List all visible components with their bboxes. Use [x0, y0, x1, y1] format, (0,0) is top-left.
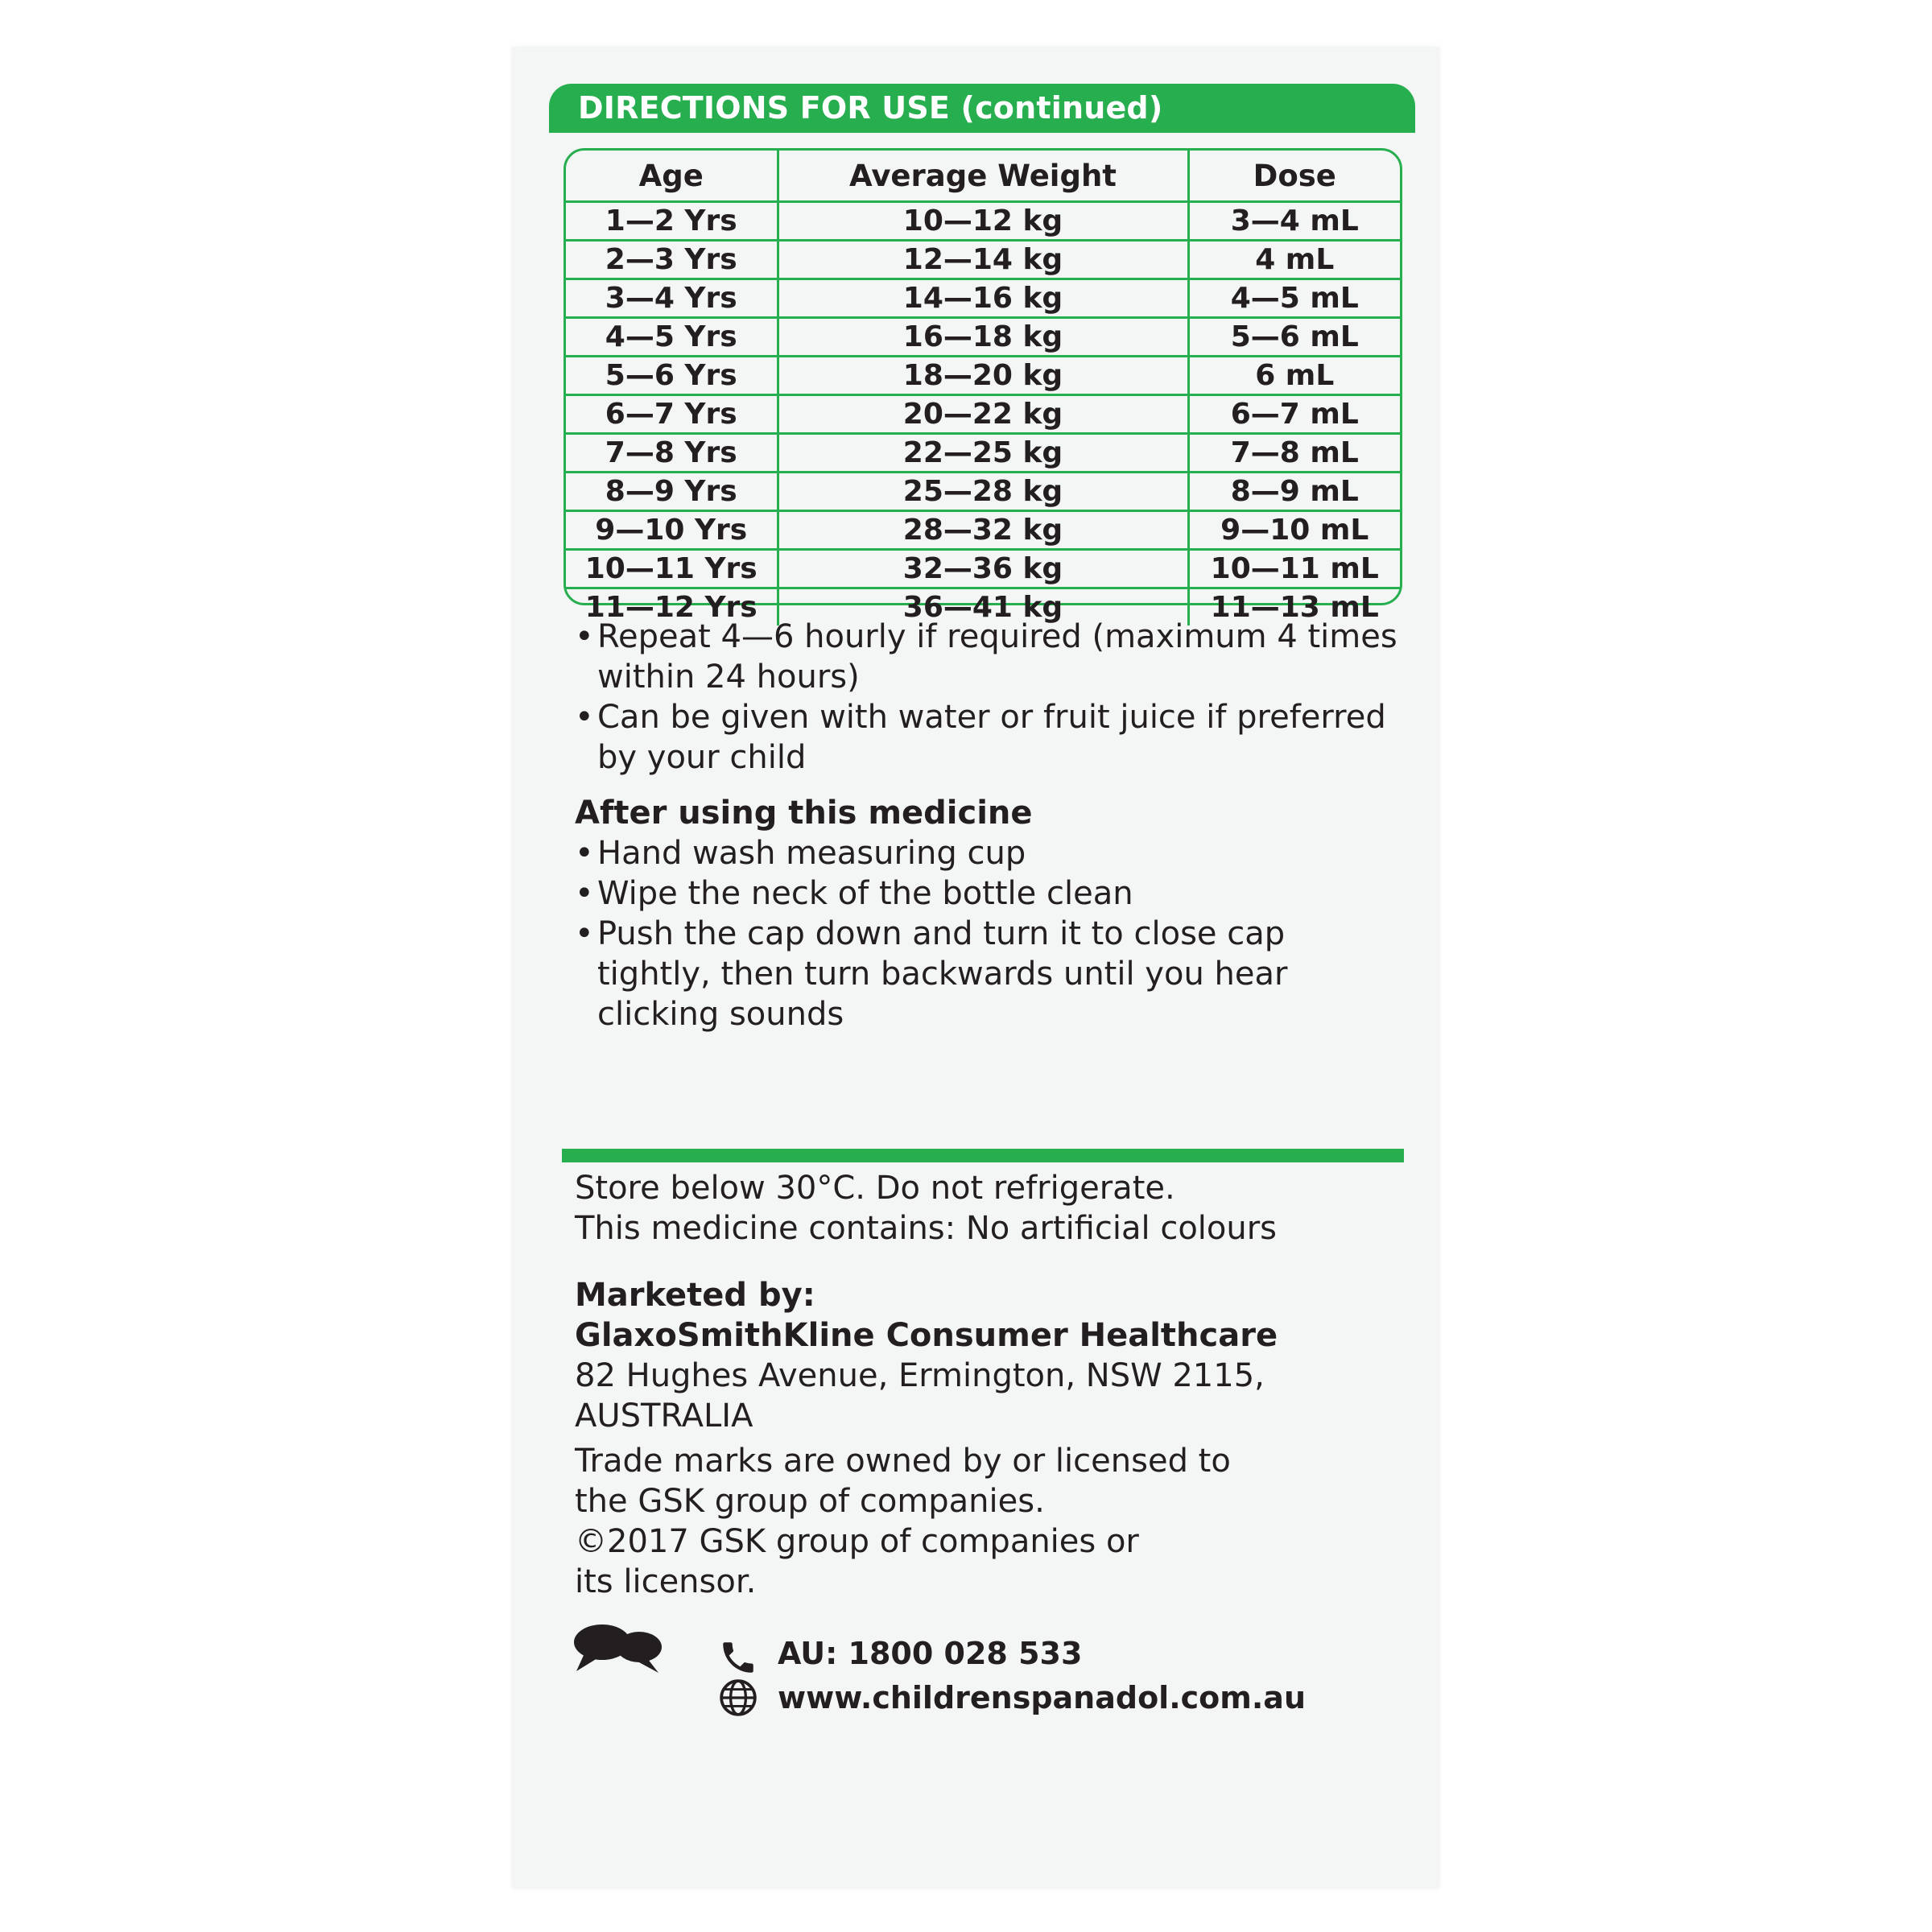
weight-cell: 10—12 kg [778, 202, 1188, 241]
age-cell: 4—5 Yrs [566, 318, 778, 357]
phone-number[interactable]: AU: 1800 028 533 [778, 1636, 1083, 1671]
storage-text [575, 1168, 1277, 1249]
dose-cell: 4 mL [1188, 241, 1400, 279]
table-row [566, 241, 1400, 279]
section-divider [562, 1149, 1404, 1162]
marketer-company: GlaxoSmithKline Consumer Healthcare [575, 1317, 1278, 1354]
directions-title: DIRECTIONS FOR USE (continued) [578, 90, 1163, 126]
marketer-country: AUSTRALIA [575, 1397, 753, 1435]
header-average-weight: Average Weight [778, 151, 1188, 202]
table-row [566, 473, 1400, 511]
dose-cell: 7—8 mL [1188, 434, 1400, 473]
list-item: • Hand wash measuring cup [575, 833, 1331, 873]
weight-cell: 22—25 kg [778, 434, 1188, 473]
marketer-block [575, 1275, 1278, 1436]
copyright-line: its licensor. [575, 1563, 757, 1600]
dose-cell: 11—13 mL [1188, 588, 1400, 626]
age-cell: 10—11 Yrs [566, 550, 778, 588]
weight-cell: 32—36 kg [778, 550, 1188, 588]
table-row [566, 550, 1400, 588]
table-row [566, 318, 1400, 357]
weight-cell: 16—18 kg [778, 318, 1188, 357]
table-row [566, 395, 1400, 434]
copyright-line: ©2017 GSK group of companies or [575, 1523, 1139, 1560]
phone-icon [718, 1637, 758, 1678]
table-header-row [566, 151, 1400, 202]
age-cell: 3—4 Yrs [566, 279, 778, 318]
after-use-bullet-list [575, 833, 1331, 1034]
age-cell: 2—3 Yrs [566, 241, 778, 279]
trademark-line: Trade marks are owned by or licensed to [575, 1443, 1231, 1480]
weight-cell: 12—14 kg [778, 241, 1188, 279]
age-cell: 8—9 Yrs [566, 473, 778, 511]
table-row [566, 279, 1400, 318]
table-row [566, 434, 1400, 473]
table-row [566, 202, 1400, 241]
dose-cell: 3—4 mL [1188, 202, 1400, 241]
globe-icon [718, 1678, 758, 1718]
directions-banner [549, 84, 1415, 133]
weight-cell: 18—20 kg [778, 357, 1188, 395]
weight-cell: 36—41 kg [778, 588, 1188, 626]
weight-cell: 28—32 kg [778, 511, 1188, 550]
ingredients-line: This medicine contains: No artificial colours [575, 1210, 1278, 1247]
dose-cell: 10—11 mL [1188, 550, 1400, 588]
age-cell: 6—7 Yrs [566, 395, 778, 434]
header-age: Age [566, 151, 778, 202]
dosage-table [564, 148, 1402, 624]
list-item: • Wipe the neck of the bottle clean [575, 873, 1331, 914]
directions-bullet-list [575, 617, 1412, 778]
marketer-label: Marketed by: [575, 1277, 815, 1314]
weight-cell: 25—28 kg [778, 473, 1188, 511]
dose-cell: 6 mL [1188, 357, 1400, 395]
trademark-line: the GSK group of companies. [575, 1483, 1045, 1520]
dose-cell: 5—6 mL [1188, 318, 1400, 357]
age-cell: 1—2 Yrs [566, 202, 778, 241]
speech-bubbles-icon [573, 1620, 663, 1676]
trademark-block [575, 1441, 1231, 1602]
age-cell: 11—12 Yrs [566, 588, 778, 626]
weight-cell: 20—22 kg [778, 395, 1188, 434]
dose-cell: 6—7 mL [1188, 395, 1400, 434]
marketer-address-line: 82 Hughes Avenue, Ermington, NSW 2115, [575, 1357, 1265, 1394]
after-use-heading: After using this medicine [575, 795, 1033, 832]
dose-cell: 8—9 mL [1188, 473, 1400, 511]
table-row [566, 511, 1400, 550]
website-link[interactable]: www.childrenspanadol.com.au [778, 1680, 1307, 1715]
list-item: • Push the cap down and turn it to close cap tightly, then turn backwards until you hear clicking sounds [575, 914, 1331, 1034]
age-cell: 7—8 Yrs [566, 434, 778, 473]
age-cell: 5—6 Yrs [566, 357, 778, 395]
dose-cell: 4—5 mL [1188, 279, 1400, 318]
storage-line: Store below 30°C. Do not refrigerate. [575, 1170, 1175, 1207]
list-item: • Repeat 4—6 hourly if required (maximum 4 times within 24 hours) [575, 617, 1412, 697]
weight-cell: 14—16 kg [778, 279, 1188, 318]
table-row [566, 357, 1400, 395]
age-cell: 9—10 Yrs [566, 511, 778, 550]
header-dose: Dose [1188, 151, 1400, 202]
list-item: • Can be given with water or fruit juice if preferred by your child [575, 697, 1412, 778]
dose-cell: 9—10 mL [1188, 511, 1400, 550]
